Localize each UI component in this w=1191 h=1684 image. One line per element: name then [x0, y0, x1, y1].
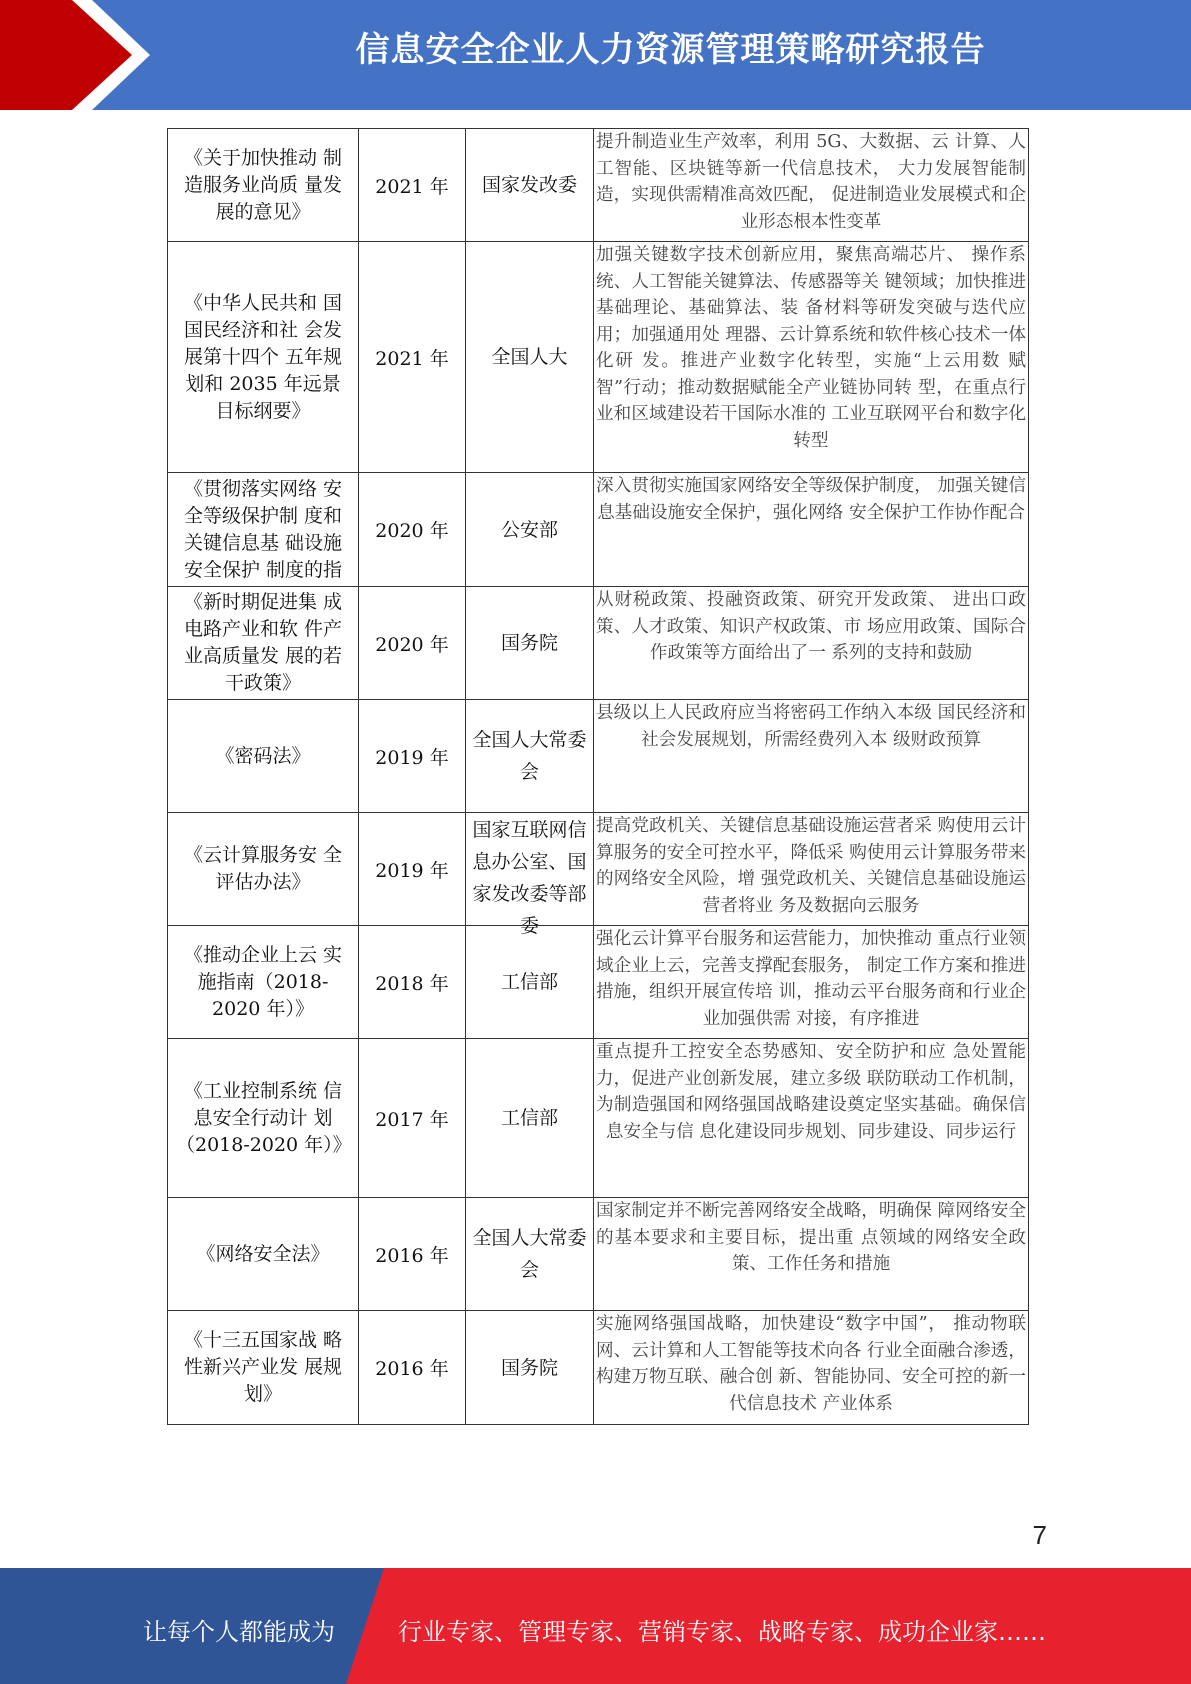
policy-name-cell	[168, 700, 359, 813]
policy-year: 2018 年	[375, 972, 449, 995]
policy-year: 2016 年	[375, 1244, 449, 1267]
table-row	[168, 1311, 1029, 1425]
policy-description: 提升制造业生产效率，利用 5G、大数据、云 计算、人工智能、区块链等新一代信息技术， 大力发展智能制造，实现供需精准高效匹配， 促进制造业发展模式和企业形态根本性变革	[596, 132, 1026, 232]
policy-dept: 全国人大常委会	[472, 729, 587, 783]
policy-year: 2019 年	[375, 859, 449, 882]
policy-description: 加强关键数字技术创新应用，聚焦高端芯片、 操作系统、人工智能关键算法、传感器等关 键领域；加快推进基础理论、基础算法、装 备材料等研发突破与迭代应用；加强通用处 理器、云计算系统和软件核心技术一体化研 发。推进产业数字化转型，实施“上云用数 赋智”行动；推动数据赋能全产业链协同转 型，在重点行业和区域建设若干国际水准的 工业互联网平台和数字化转型	[596, 245, 1026, 451]
policy-desc-cell	[594, 587, 1029, 700]
policy-name-cell	[168, 1198, 359, 1311]
policy-name-cell	[168, 129, 359, 242]
policy-dept: 国家发改委	[481, 174, 577, 196]
policy-year: 2016 年	[375, 1358, 449, 1380]
policy-dept-cell	[466, 700, 594, 813]
policy-name-cell	[168, 813, 359, 926]
policy-year: 2019 年	[375, 746, 449, 769]
policy-desc-cell	[594, 926, 1029, 1039]
policy-description: 县级以上人民政府应当将密码工作纳入本级 国民经济和社会发展规划，所需经费列入本 级财政预算	[596, 703, 1026, 750]
policy-year-cell	[359, 473, 466, 587]
policy-year-cell	[359, 700, 466, 813]
table-row	[168, 587, 1029, 700]
policy-dept-cell	[466, 473, 594, 587]
policy-desc-cell	[594, 129, 1029, 242]
table-row	[168, 926, 1029, 1039]
footer-slogan-left: 让每个人都能成为	[143, 1618, 335, 1646]
policy-name: 《关于加快推动 制造服务业尚质 量发展的意见》	[183, 146, 343, 223]
header-chevron-decoration	[0, 0, 160, 110]
policy-dept: 国务院	[500, 1356, 558, 1379]
policy-desc-cell	[594, 700, 1029, 813]
policy-year: 2021 年	[375, 347, 449, 370]
table-row	[168, 242, 1029, 473]
report-title: 信息安全企业人力资源管理策略研究报告	[355, 30, 986, 70]
policy-dept-cell	[466, 129, 594, 242]
table-row	[168, 700, 1029, 813]
page-footer	[0, 1568, 1191, 1684]
policy-dept: 工信部	[500, 971, 558, 993]
policy-name: 《中华人民共和 国国民经济和社 会发展第十四个 五年规划和 2035 年远景目标纲要》	[183, 291, 343, 422]
policy-name-cell	[168, 1039, 359, 1198]
policy-name: 《密码法》	[215, 744, 311, 767]
policy-year-cell	[359, 926, 466, 1039]
policy-name-cell	[168, 473, 359, 587]
policy-description: 强化云计算平台服务和运营能力，加快推动 重点行业领域企业上云，完善支撑配套服务， 制定工作方案和推进措施，组织开展宣传培 训，推动云平台服务商和行业企业加强供需 对接，有序推进	[596, 929, 1026, 1029]
policy-desc-cell	[594, 1198, 1029, 1311]
policy-table	[167, 128, 1029, 1425]
policy-year-cell	[359, 587, 466, 700]
policy-desc-cell	[594, 242, 1029, 473]
policy-description: 深入贯彻实施国家网络安全等级保护制度， 加强关键信息基础设施安全保护，强化网络 安全保护工作协作配合	[596, 476, 1026, 523]
table-row	[168, 473, 1029, 587]
policy-name-cell	[168, 926, 359, 1039]
policy-year: 2020 年	[375, 633, 449, 656]
table-row	[168, 129, 1029, 242]
policy-dept: 国务院	[500, 632, 558, 654]
policy-desc-cell	[594, 1039, 1029, 1198]
policy-year: 2017 年	[375, 1108, 449, 1131]
policy-year: 2020 年	[375, 520, 449, 542]
policy-dept: 公安部	[500, 518, 558, 541]
policy-name: 《推动企业上云 实施指南（2018-2020 年）》	[183, 943, 343, 1020]
policy-dept-cell	[466, 926, 594, 1039]
table-row	[168, 1198, 1029, 1311]
policy-description: 国家制定并不断完善网络安全战略，明确保 障网络安全的基本要求和主要目标，提出重 点领域的网络安全政策、工作任务和措施	[596, 1201, 1026, 1274]
policy-year: 2021 年	[375, 175, 449, 198]
policy-name: 《新时期促进集 成电路产业和软 件产业高质量发 展的若干政策》	[183, 591, 343, 694]
policy-name: 《云计算服务安 全评估办法》	[183, 844, 343, 893]
policy-dept-cell	[466, 242, 594, 473]
policy-year-cell	[359, 1311, 466, 1425]
policy-desc-cell	[594, 813, 1029, 926]
table-row	[168, 1039, 1029, 1198]
page-number: 7	[1032, 1520, 1047, 1550]
policy-year-cell	[359, 1039, 466, 1198]
policy-name: 《贯彻落实网络 安全等级保护制 度和关键信息基 础设施安全保护 制度的指	[183, 477, 343, 581]
policy-name-cell	[168, 242, 359, 473]
footer-slogan-right: 行业专家、管理专家、营销专家、战略专家、成功企业家……	[398, 1618, 1046, 1646]
policy-name: 《网络安全法》	[196, 1242, 330, 1265]
policy-name: 《十三五国家战 略性新兴产业发 展规划》	[183, 1329, 343, 1405]
policy-desc-cell	[594, 1311, 1029, 1425]
policy-description: 从财税政策、投融资政策、研究开发政策、 进出口政策、人才政策、知识产权政策、市 场应用政策、国际合作政策等方面给出了一 系列的支持和鼓励	[596, 590, 1026, 663]
page-header	[0, 0, 1191, 110]
policy-dept: 国家互联网信息办公室、国家发改委等部委	[472, 819, 587, 937]
policy-dept-cell	[466, 1311, 594, 1425]
policy-year-cell	[359, 1198, 466, 1311]
policy-dept: 全国人大	[491, 346, 568, 368]
policy-dept-cell	[466, 813, 594, 937]
policy-description: 提高党政机关、关键信息基础设施运营者采 购使用云计算服务的安全可控水平，降低采 购使用云计算服务带来的网络安全风险，增 强党政机关、关键信息基础设施运营者将业 务及数据向云服务	[596, 816, 1026, 916]
policy-dept: 工信部	[500, 1107, 558, 1129]
policy-description: 重点提升工控安全态势感知、安全防护和应 急处置能力，促进产业创新发展，建立多级 联防联动工作机制，为制造强国和网络强国战略建设奠定坚实基础。确保信息安全与信 息化建设同步规划、同步建设、同步运行	[596, 1042, 1026, 1142]
policy-year-cell	[359, 813, 466, 926]
policy-dept-cell	[466, 1198, 594, 1311]
policy-year-cell	[359, 129, 466, 242]
policy-desc-cell	[594, 473, 1029, 587]
policy-description: 实施网络强国战略，加快建设“数字中国”， 推动物联网、云计算和人工智能等技术向各 行业全面融合渗透，构建万物互联、融合创 新、智能协同、安全可控的新一代信息技术 产业体系	[596, 1314, 1026, 1414]
policy-name-cell	[168, 1311, 359, 1425]
policy-year-cell	[359, 242, 466, 473]
policy-name-cell	[168, 587, 359, 700]
policy-dept: 全国人大常委会	[472, 1227, 587, 1281]
policy-dept-cell	[466, 587, 594, 700]
policy-name: 《工业控制系统 信息安全行动计 划（2018-2020 年）》	[176, 1079, 352, 1156]
policy-dept-cell	[466, 1039, 594, 1198]
table-row	[168, 813, 1029, 926]
